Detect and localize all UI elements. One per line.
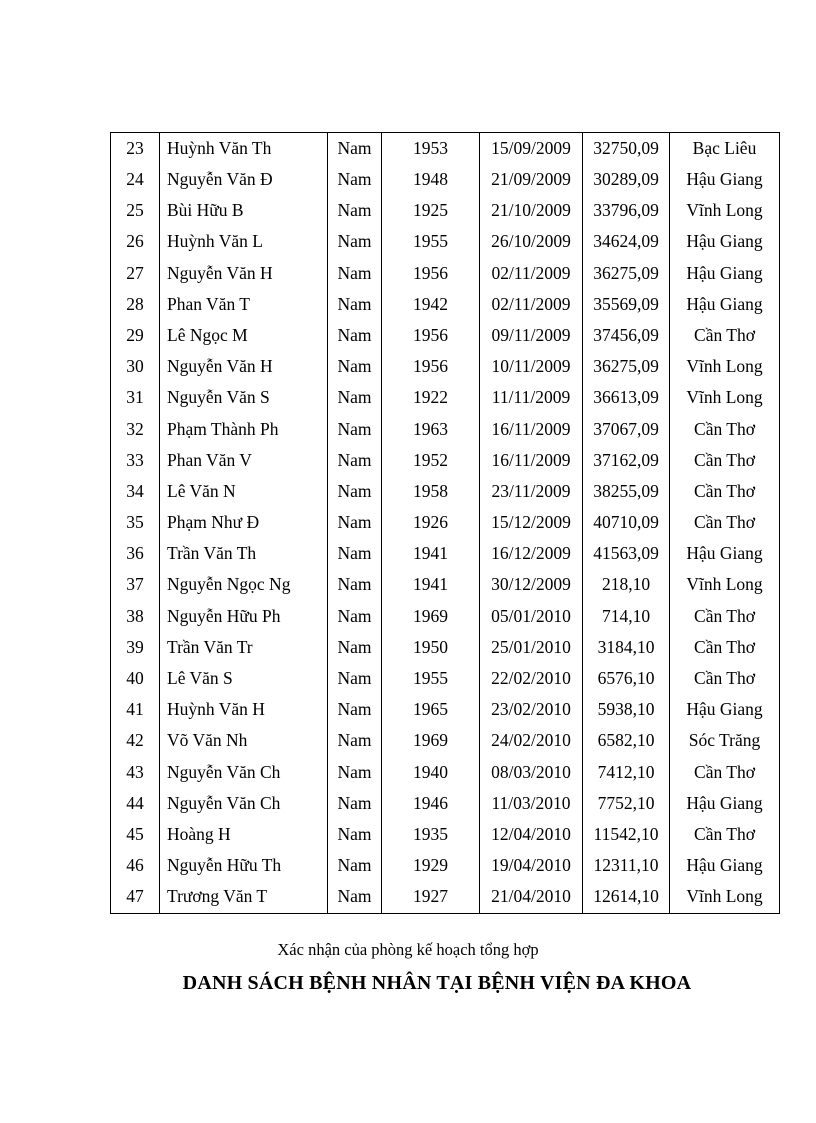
row-number: 27 [111, 258, 160, 289]
birth-year: 1940 [382, 757, 480, 788]
patient-name: Trần Văn Th [160, 538, 328, 569]
admission-date: 23/02/2010 [480, 694, 583, 725]
province: Vĩnh Long [670, 882, 780, 914]
patient-table-body [111, 133, 780, 914]
birth-year: 1952 [382, 445, 480, 476]
row-number: 37 [111, 570, 160, 601]
patient-name: Huỳnh Văn Th [160, 133, 328, 165]
province: Cần Thơ [670, 476, 780, 507]
admission-date: 11/03/2010 [480, 788, 583, 819]
birth-year: 1941 [382, 538, 480, 569]
record-code: 12614,10 [583, 882, 670, 914]
row-number: 28 [111, 289, 160, 320]
patient-name: Lê Ngọc M [160, 320, 328, 351]
admission-date: 11/11/2009 [480, 383, 583, 414]
province: Hậu Giang [670, 788, 780, 819]
row-number: 32 [111, 414, 160, 445]
birth-year: 1935 [382, 819, 480, 850]
province: Cần Thơ [670, 819, 780, 850]
table-row [111, 258, 780, 289]
province: Hậu Giang [670, 164, 780, 195]
birth-year: 1927 [382, 882, 480, 914]
birth-year: 1969 [382, 726, 480, 757]
table-row [111, 819, 780, 850]
table-row [111, 227, 780, 258]
province: Hậu Giang [670, 694, 780, 725]
patient-sex: Nam [328, 320, 382, 351]
province: Hậu Giang [670, 258, 780, 289]
birth-year: 1955 [382, 227, 480, 258]
province: Cần Thơ [670, 445, 780, 476]
patient-name: Võ Văn Nh [160, 726, 328, 757]
admission-date: 16/11/2009 [480, 445, 583, 476]
admission-date: 22/02/2010 [480, 663, 583, 694]
patient-sex: Nam [328, 351, 382, 382]
birth-year: 1969 [382, 601, 480, 632]
birth-year: 1941 [382, 570, 480, 601]
table-row [111, 788, 780, 819]
record-code: 36613,09 [583, 383, 670, 414]
patient-sex: Nam [328, 289, 382, 320]
patient-sex: Nam [328, 819, 382, 850]
admission-date: 02/11/2009 [480, 258, 583, 289]
province: Hậu Giang [670, 289, 780, 320]
patient-sex: Nam [328, 570, 382, 601]
patient-sex: Nam [328, 258, 382, 289]
patient-name: Trương Văn T [160, 882, 328, 914]
province: Cần Thơ [670, 632, 780, 663]
admission-date: 16/11/2009 [480, 414, 583, 445]
admission-date: 15/09/2009 [480, 133, 583, 165]
table-row [111, 320, 780, 351]
patient-name: Nguyễn Hữu Ph [160, 601, 328, 632]
record-code: 37162,09 [583, 445, 670, 476]
table-row [111, 850, 780, 881]
birth-year: 1950 [382, 632, 480, 663]
birth-year: 1956 [382, 351, 480, 382]
patient-name: Hoàng H [160, 819, 328, 850]
row-number: 39 [111, 632, 160, 663]
patient-sex: Nam [328, 414, 382, 445]
record-code: 33796,09 [583, 195, 670, 226]
record-code: 714,10 [583, 601, 670, 632]
admission-date: 25/01/2010 [480, 632, 583, 663]
row-number: 24 [111, 164, 160, 195]
province: Sóc Trăng [670, 726, 780, 757]
admission-date: 26/10/2009 [480, 227, 583, 258]
patient-name: Nguyễn Văn Ch [160, 788, 328, 819]
record-code: 41563,09 [583, 538, 670, 569]
birth-year: 1953 [382, 133, 480, 165]
table-row [111, 164, 780, 195]
patient-sex: Nam [328, 383, 382, 414]
row-number: 42 [111, 726, 160, 757]
admission-date: 19/04/2010 [480, 850, 583, 881]
admission-date: 30/12/2009 [480, 570, 583, 601]
province: Vĩnh Long [670, 570, 780, 601]
patient-name: Nguyễn Văn Đ [160, 164, 328, 195]
record-code: 38255,09 [583, 476, 670, 507]
admission-date: 16/12/2009 [480, 538, 583, 569]
province: Vĩnh Long [670, 351, 780, 382]
admission-date: 09/11/2009 [480, 320, 583, 351]
admission-date: 21/04/2010 [480, 882, 583, 914]
patient-sex: Nam [328, 445, 382, 476]
table-row [111, 601, 780, 632]
admission-date: 15/12/2009 [480, 507, 583, 538]
record-code: 7412,10 [583, 757, 670, 788]
patient-name: Nguyễn Văn S [160, 383, 328, 414]
admission-date: 21/09/2009 [480, 164, 583, 195]
document-title: DANH SÁCH BỆNH NHÂN TẠI BỆNH VIỆN ĐA KHOA [182, 972, 692, 994]
record-code: 30289,09 [583, 164, 670, 195]
province: Cần Thơ [670, 414, 780, 445]
patient-sex: Nam [328, 601, 382, 632]
table-row [111, 195, 780, 226]
row-number: 46 [111, 850, 160, 881]
admission-date: 05/01/2010 [480, 601, 583, 632]
patient-name: Phan Văn V [160, 445, 328, 476]
patient-name: Bùi Hữu B [160, 195, 328, 226]
patient-name: Phạm Thành Ph [160, 414, 328, 445]
table-row [111, 476, 780, 507]
patient-name: Nguyễn Văn Ch [160, 757, 328, 788]
table-row [111, 445, 780, 476]
province: Bạc Liêu [670, 133, 780, 165]
birth-year: 1956 [382, 320, 480, 351]
row-number: 33 [111, 445, 160, 476]
patient-sex: Nam [328, 882, 382, 914]
record-code: 6582,10 [583, 726, 670, 757]
patient-sex: Nam [328, 632, 382, 663]
patient-name: Phan Văn T [160, 289, 328, 320]
province: Hậu Giang [670, 227, 780, 258]
row-number: 23 [111, 133, 160, 165]
row-number: 47 [111, 882, 160, 914]
patient-sex: Nam [328, 788, 382, 819]
patient-sex: Nam [328, 164, 382, 195]
patient-name: Trần Văn Tr [160, 632, 328, 663]
record-code: 36275,09 [583, 258, 670, 289]
record-code: 6576,10 [583, 663, 670, 694]
patient-name: Lê Văn S [160, 663, 328, 694]
row-number: 25 [111, 195, 160, 226]
birth-year: 1956 [382, 258, 480, 289]
table-row [111, 694, 780, 725]
birth-year: 1958 [382, 476, 480, 507]
patient-name: Lê Văn N [160, 476, 328, 507]
table-row [111, 726, 780, 757]
patient-sex: Nam [328, 694, 382, 725]
province: Cần Thơ [670, 757, 780, 788]
province: Vĩnh Long [670, 383, 780, 414]
patient-sex: Nam [328, 476, 382, 507]
table-row [111, 882, 780, 914]
admission-date: 24/02/2010 [480, 726, 583, 757]
table-row [111, 632, 780, 663]
birth-year: 1963 [382, 414, 480, 445]
record-code: 3184,10 [583, 632, 670, 663]
admission-date: 23/11/2009 [480, 476, 583, 507]
patient-name: Nguyễn Văn H [160, 258, 328, 289]
record-code: 36275,09 [583, 351, 670, 382]
province: Hậu Giang [670, 538, 780, 569]
patient-sex: Nam [328, 227, 382, 258]
admission-date: 02/11/2009 [480, 289, 583, 320]
record-code: 218,10 [583, 570, 670, 601]
record-code: 37456,09 [583, 320, 670, 351]
row-number: 43 [111, 757, 160, 788]
birth-year: 1965 [382, 694, 480, 725]
province: Cần Thơ [670, 601, 780, 632]
record-code: 34624,09 [583, 227, 670, 258]
row-number: 36 [111, 538, 160, 569]
table-row [111, 289, 780, 320]
birth-year: 1946 [382, 788, 480, 819]
row-number: 41 [111, 694, 160, 725]
table-row [111, 507, 780, 538]
admission-date: 08/03/2010 [480, 757, 583, 788]
birth-year: 1925 [382, 195, 480, 226]
patient-sex: Nam [328, 507, 382, 538]
patient-name: Nguyễn Ngọc Ng [160, 570, 328, 601]
patient-sex: Nam [328, 757, 382, 788]
record-code: 11542,10 [583, 819, 670, 850]
province: Cần Thơ [670, 507, 780, 538]
record-code: 32750,09 [583, 133, 670, 165]
admission-date: 10/11/2009 [480, 351, 583, 382]
province: Hậu Giang [670, 850, 780, 881]
birth-year: 1926 [382, 507, 480, 538]
row-number: 30 [111, 351, 160, 382]
province: Cần Thơ [670, 320, 780, 351]
table-row [111, 133, 780, 165]
record-code: 7752,10 [583, 788, 670, 819]
row-number: 38 [111, 601, 160, 632]
confirmation-note: Xác nhận của phòng kế hoạch tổng hợp [277, 940, 539, 959]
row-number: 35 [111, 507, 160, 538]
row-number: 26 [111, 227, 160, 258]
birth-year: 1929 [382, 850, 480, 881]
birth-year: 1922 [382, 383, 480, 414]
birth-year: 1942 [382, 289, 480, 320]
record-code: 37067,09 [583, 414, 670, 445]
birth-year: 1948 [382, 164, 480, 195]
table-row [111, 351, 780, 382]
table-row [111, 757, 780, 788]
patient-name: Phạm Như Đ [160, 507, 328, 538]
admission-date: 21/10/2009 [480, 195, 583, 226]
patient-sex: Nam [328, 133, 382, 165]
patient-sex: Nam [328, 726, 382, 757]
patient-table [110, 132, 780, 914]
record-code: 5938,10 [583, 694, 670, 725]
row-number: 44 [111, 788, 160, 819]
patient-name: Huỳnh Văn L [160, 227, 328, 258]
patient-name: Nguyễn Văn H [160, 351, 328, 382]
admission-date: 12/04/2010 [480, 819, 583, 850]
row-number: 34 [111, 476, 160, 507]
row-number: 29 [111, 320, 160, 351]
patient-sex: Nam [328, 663, 382, 694]
row-number: 31 [111, 383, 160, 414]
table-row [111, 538, 780, 569]
table-row [111, 383, 780, 414]
patient-name: Nguyễn Hữu Th [160, 850, 328, 881]
table-row [111, 414, 780, 445]
province: Vĩnh Long [670, 195, 780, 226]
birth-year: 1955 [382, 663, 480, 694]
row-number: 40 [111, 663, 160, 694]
record-code: 40710,09 [583, 507, 670, 538]
province: Cần Thơ [670, 663, 780, 694]
table-row [111, 570, 780, 601]
table-row [111, 663, 780, 694]
row-number: 45 [111, 819, 160, 850]
record-code: 12311,10 [583, 850, 670, 881]
patient-name: Huỳnh Văn H [160, 694, 328, 725]
record-code: 35569,09 [583, 289, 670, 320]
patient-sex: Nam [328, 538, 382, 569]
patient-sex: Nam [328, 850, 382, 881]
patient-sex: Nam [328, 195, 382, 226]
